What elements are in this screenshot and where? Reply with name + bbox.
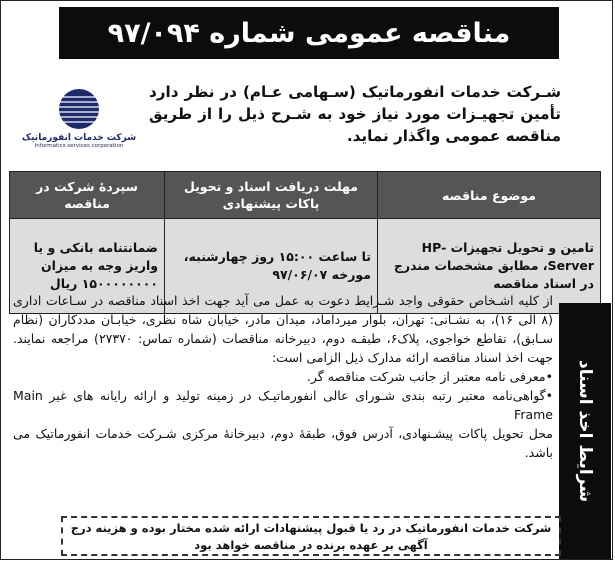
conditions-paragraph: از کلیه اشـخاص حقوقی واجد شـرایط دعوت به عمل می آید جهت اخذ اسناد مناقصه در سـاعات اداری (۸ الی ۱۶)، به نشـانی: تهران، بلوار میرداماد، میدان مادر، خیابان شاه نظری، خیابـان مددکاران (نظام سـابق)، تقاطع خواجوی، پلاک۶، طبقـه دوم، دبیرخانه مناقصات (شماره تماس: ۲۷۳۷۰) مراجعه نمایند. جهت اخذ اسناد مناقصه ارائه مدارک ذیل الزامی است:: [13, 293, 554, 365]
header-deposit: سپردهٔ شرکت در مناقصه: [10, 172, 165, 219]
delivery-paragraph: محل تحویل پاکات پیشـنهادی، آدرس فوق، طبقهٔ دوم، دبیرخانهٔ مرکزی شـرکت خدمات انفورماتیک می باشد.: [13, 426, 553, 460]
cell-deposit: ضمانتنامه بانکی و یا واریز وجه به میزان ۱۵۰۰۰۰۰۰۰۰ ریال: [10, 219, 165, 314]
side-label-text: شرایط اخذ اسناد: [575, 359, 595, 503]
table-header-row: [10, 172, 601, 219]
requirement-item: •گواهی‌نامه معتبر رتبه بندی شـورای عالی انفورماتیـک در زمینه تولید و ارائه رایانه های غیر Main Frame: [13, 388, 553, 422]
footer-note: شرکت خدمات انفورماتیک در رد یا قبول پیشنهادات ارائه شده مختار بوده و هزینه درج آگهی بر عهده برنده در مناقصه خواهد بود: [61, 516, 561, 556]
cell-subject: تامین و تحویل تجهیزات HP-Server، مطابق مشخصات مندرج در اسناد مناقصه: [378, 219, 601, 314]
header-deadline: مهلت دریافت اسناد و تحویل پاکات پیشنهادی: [165, 172, 378, 219]
logo-name-en: Informatics services corporation: [34, 143, 124, 149]
side-label: [559, 303, 611, 559]
company-logo: [19, 87, 139, 149]
logo-name-fa: شرکت خدمات انفورماتیک: [21, 133, 137, 143]
cell-deadline: تا ساعت ۱۵:۰۰ روز چهارشنبه، مورخه ۹۷/۰۶/۰۷: [165, 219, 378, 314]
intro-text: شـرکت خدمات انفورماتیک (سـهامی عـام) در نظر دارد تأمین تجهیـزات مورد نیاز خود به شـرح ذیل را از طریق مناقصه عمومی واگذار نماید.: [149, 83, 561, 145]
conditions-text: [13, 291, 553, 462]
requirement-item: •معرفی نامه معتبر از جانب شرکت مناقصه گر.: [306, 369, 553, 384]
header-subject: موضوع مناقصه: [378, 172, 601, 219]
page-title: مناقصه عمومی شماره ۹۷/۰۹۴: [59, 7, 559, 59]
globe-icon: [57, 87, 101, 131]
